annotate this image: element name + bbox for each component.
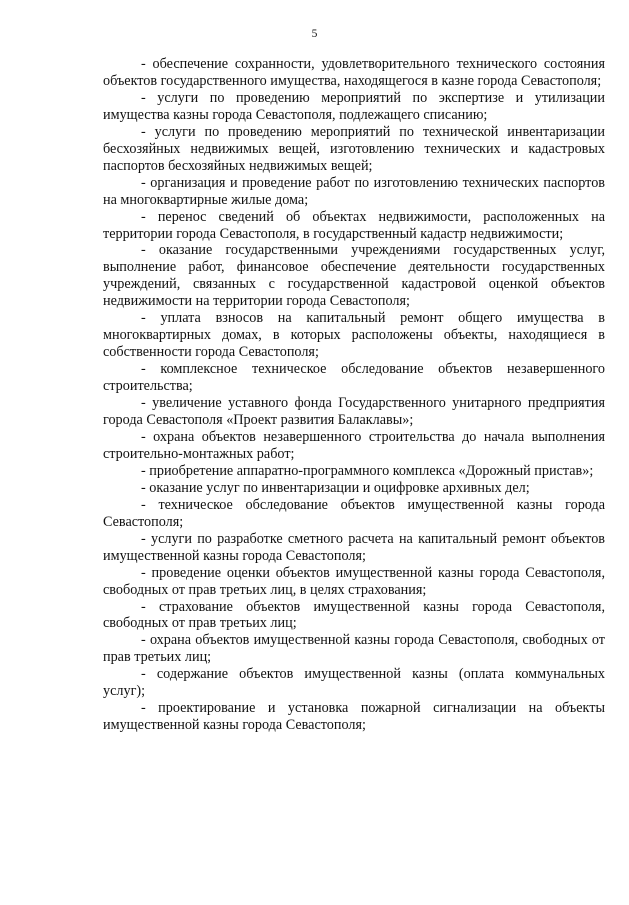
- list-item: - страхование объектов имущественной казны города Севастополя, свободных от прав третьих лиц;: [103, 598, 605, 632]
- list-item: - проектирование и установка пожарной сигнализации на объекты имущественной казны города Севастополя;: [103, 700, 605, 734]
- list-item: - услуги по проведению мероприятий по технической инвентаризации бесхозяйных недвижимых вещей, изготовлению технических и кадастровых паспортов бесхозяйных недвижимых вещей;: [103, 123, 605, 174]
- list-item: - содержание объектов имущественной казны (оплата коммунальных услуг);: [103, 666, 605, 700]
- list-item: - перенос сведений об объектах недвижимости, расположенных на территории города Севастополя, в государственный кадастр недвижимости;: [103, 208, 605, 242]
- item-list: [103, 56, 605, 734]
- list-item: - оказание государственными учреждениями государственных услуг, выполнение работ, финансовое обеспечение деятельности государственных учреждений, связанных с государственной кадастровой оценкой объектов недвижимости на территории города Севастополя;: [103, 242, 605, 310]
- list-item: - проведение оценки объектов имущественной казны города Севастополя, свободных от прав третьих лиц, в целях страхования;: [103, 564, 605, 598]
- list-item: - услуги по разработке сметного расчета на капитальный ремонт объектов имущественной казны города Севастополя;: [103, 530, 605, 564]
- list-item: - увеличение уставного фонда Государственного унитарного предприятия города Севастополя «Проект развития Балаклавы»;: [103, 395, 605, 429]
- list-item: - оказание услуг по инвентаризации и оцифровке архивных дел;: [141, 479, 530, 496]
- list-item: - охрана объектов имущественной казны города Севастополя, свободных от прав третьих лиц;: [103, 632, 605, 666]
- list-item: - уплата взносов на капитальный ремонт общего имущества в многоквартирных домах, в которых расположены объекты, находящиеся в собственности города Севастополя;: [103, 310, 605, 361]
- list-item: - обеспечение сохранности, удовлетворительного технического состояния объектов государственного имущества, находящегося в казне города Севастополя;: [103, 56, 605, 89]
- list-item: - комплексное техническое обследование объектов незавершенного строительства;: [103, 361, 605, 395]
- list-item: - охрана объектов незавершенного строительства до начала выполнения строительно-монтажных работ;: [103, 428, 605, 462]
- page-number: 5: [311, 28, 318, 40]
- list-item: - приобретение аппаратно-программного комплекса «Дорожный пристав»;: [141, 462, 594, 479]
- list-item: - техническое обследование объектов имущественной казны города Севастополя;: [103, 496, 605, 530]
- list-item: - услуги по проведению мероприятий по экспертизе и утилизации имущества казны города Севастополя, подлежащего списанию;: [103, 89, 605, 123]
- list-item: - организация и проведение работ по изготовлению технических паспортов на многоквартирные жилые дома;: [103, 174, 605, 208]
